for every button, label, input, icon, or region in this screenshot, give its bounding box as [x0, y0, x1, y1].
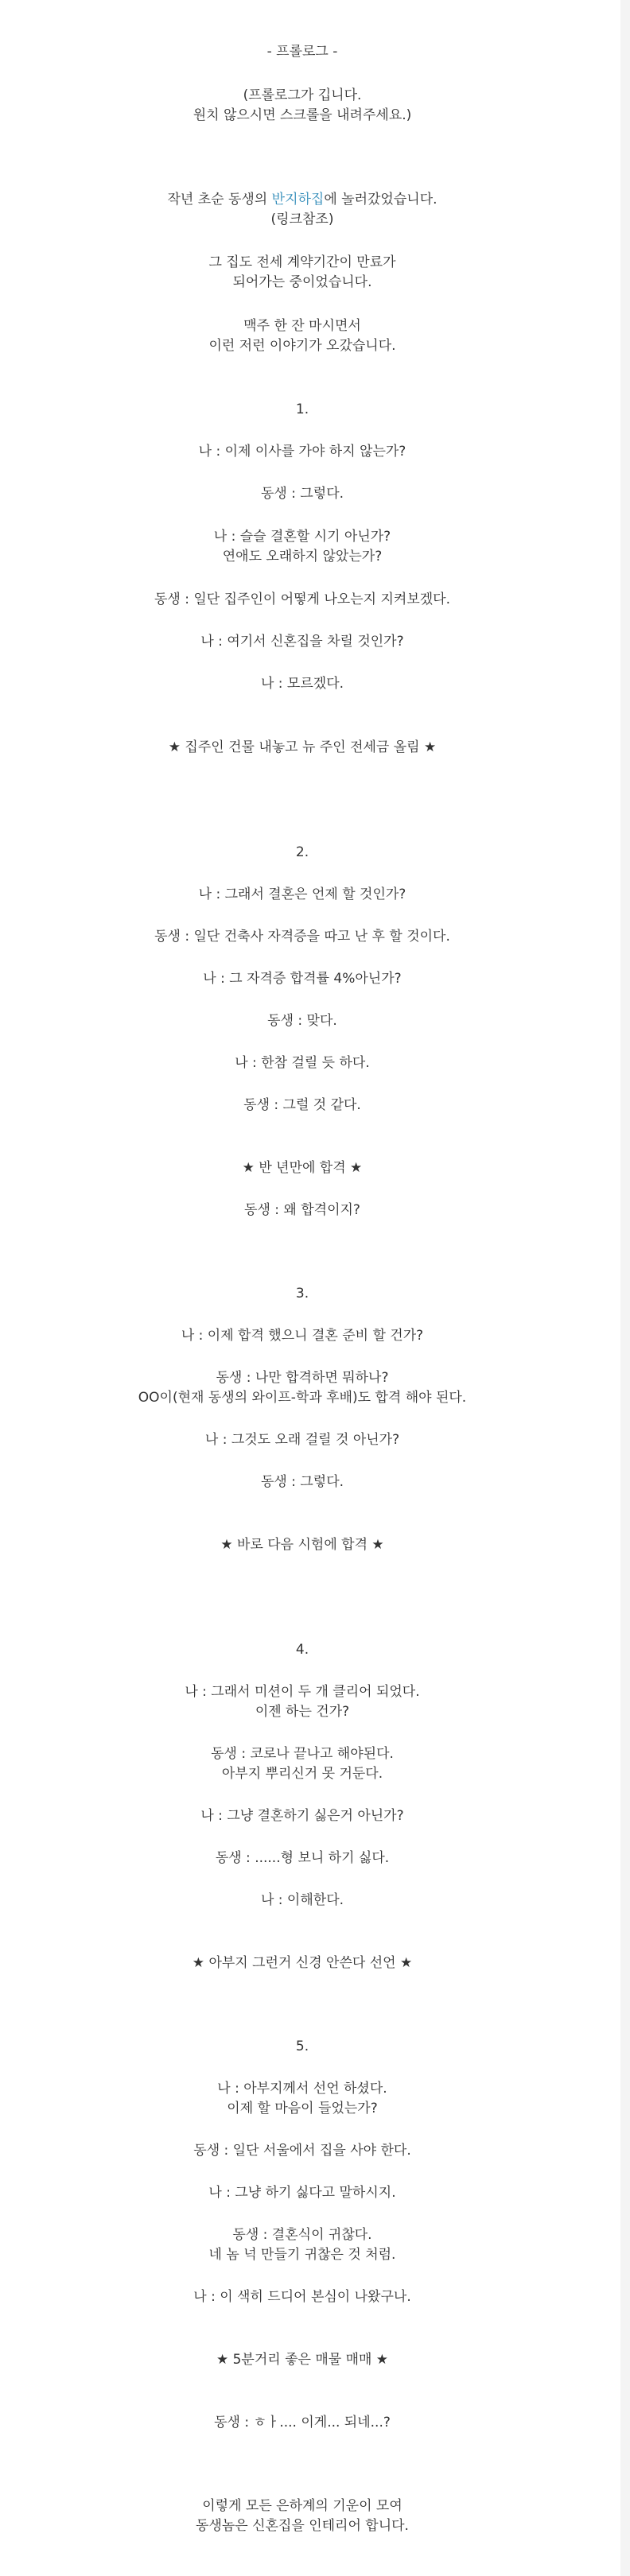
intro-text-after: 에 놀러갔었습니다.: [324, 192, 438, 208]
intro-line-3: 그 집도 전세 계약기간이 만료가: [208, 254, 396, 270]
section-1-line: 동생 : 일단 집주인이 어떻게 나오는지 지켜보겠다.: [154, 592, 450, 607]
section-1-line: 나 : 모르겠다.: [260, 676, 344, 692]
section-2-line: 나 : 그래서 결혼은 언제 할 것인가?: [198, 886, 406, 902]
section-2-line: 나 : 그 자격증 합격률 4%아닌가?: [203, 971, 402, 987]
section-5-line: 나 : 아부지께서 선언 하셨다.: [217, 2081, 387, 2097]
section-5-line: 이제 할 마음이 들었는가?: [227, 2101, 378, 2116]
intro-line-5: 맥주 한 잔 마시면서: [243, 318, 361, 334]
section-4-number: 4.: [295, 1642, 309, 1658]
section-1-line: 연애도 오래하지 않았는가?: [222, 549, 383, 564]
section-4-line: 동생 : 코로나 끝나고 해야된다.: [211, 1746, 394, 1762]
section-4-highlight: ★ 아부지 그런거 신경 안쓴다 선언 ★: [192, 1955, 413, 1971]
section-1-line: 나 : 이제 이사를 가야 하지 않는가?: [198, 444, 406, 460]
section-1-line: 나 : 슬슬 결혼할 시기 아닌가?: [213, 529, 391, 545]
section-2-line: 동생 : 그럴 것 같다.: [243, 1097, 361, 1113]
ending-line-1: 이렇게 모든 은하계의 기운이 모여: [202, 2498, 402, 2514]
intro-text-before: 작년 초순 동생의: [167, 192, 272, 208]
intro-line-6: 이런 저런 이야기가 오갔습니다.: [208, 338, 396, 354]
banjiha-link[interactable]: 반지하집: [271, 192, 325, 208]
section-3-line: OO이(현재 동생의 와이프-학과 후배)도 합격 해야 된다.: [138, 1390, 467, 1406]
section-2-line: 동생 : 왜 합격이지?: [244, 1202, 360, 1218]
section-3-line: 나 : 이제 합격 했으니 결혼 준비 할 건가?: [181, 1328, 424, 1344]
section-5-line: 동생 : 결혼식이 귀찮다.: [232, 2227, 372, 2243]
section-2-line: 동생 : 일단 건축사 자격증을 따고 난 후 할 것이다.: [154, 929, 450, 945]
prologue-title: - 프롤로그 -: [266, 44, 338, 60]
ending-line-2: 동생놈은 신혼집을 인테리어 합니다.: [196, 2518, 409, 2534]
section-4-line: 나 : 그냥 결혼하기 싫은거 아닌가?: [200, 1808, 404, 1824]
section-5-number: 5.: [295, 2039, 309, 2054]
section-5-line: 네 놈 넉 만들기 귀찮은 것 처럼.: [208, 2247, 396, 2263]
section-4-line: 아부지 뿌리신거 못 거둔다.: [221, 1766, 383, 1782]
intro-line-1: [0, 188, 605, 211]
prologue-notice-2: 원치 않으시면 스크롤을 내려주세요.): [192, 107, 412, 123]
section-3-line: 나 : 그것도 오래 걸릴 것 아닌가?: [204, 1432, 400, 1448]
page-scrollbar-track[interactable]: [620, 0, 630, 2576]
intro-line-2: (링크참조): [270, 211, 334, 227]
section-5-line: 나 : 이 색히 드디어 본심이 나왔구나.: [193, 2289, 411, 2305]
section-1-line: 동생 : 그렇다.: [260, 486, 344, 502]
section-3-number: 3.: [295, 1286, 309, 1302]
section-5-line: 나 : 그냥 하기 싫다고 말하시지.: [208, 2185, 396, 2201]
section-1-number: 1.: [295, 402, 309, 417]
section-4-line: 동생 : ......형 보니 하기 싫다.: [215, 1850, 390, 1866]
section-4-line: 나 : 그래서 미션이 두 개 클리어 되었다.: [185, 1684, 420, 1700]
section-3-line: 동생 : 나만 합격하면 뭐하나?: [216, 1370, 389, 1386]
intro-line-4: 되어가는 중이었습니다.: [232, 274, 372, 290]
section-3-highlight: ★ 바로 다음 시험에 합격 ★: [220, 1537, 384, 1553]
section-5-highlight: ★ 5분거리 좋은 매물 매매 ★: [216, 2352, 389, 2368]
section-4-line: 나 : 이해한다.: [260, 1892, 344, 1908]
section-2-line: 동생 : 맞다.: [267, 1013, 337, 1029]
section-2-line: 나 : 한참 걸릴 듯 하다.: [235, 1055, 370, 1071]
prologue-notice-1: (프롤로그가 깁니다.: [243, 87, 362, 103]
section-1-highlight: ★ 집주인 건물 내놓고 뉴 주인 전세금 올림 ★: [168, 739, 437, 755]
section-5-line: 동생 : ㅎㅏ.... 이게... 되네...?: [214, 2415, 391, 2431]
section-1-line: 나 : 여기서 신혼집을 차릴 것인가?: [200, 634, 404, 650]
section-5-line: 동생 : 일단 서울에서 집을 사야 한다.: [193, 2143, 411, 2159]
section-2-number: 2.: [295, 844, 309, 860]
section-4-line: 이젠 하는 건가?: [255, 1704, 350, 1720]
section-3-line: 동생 : 그렇다.: [260, 1474, 344, 1490]
section-2-highlight: ★ 반 년만에 합격 ★: [242, 1160, 363, 1176]
